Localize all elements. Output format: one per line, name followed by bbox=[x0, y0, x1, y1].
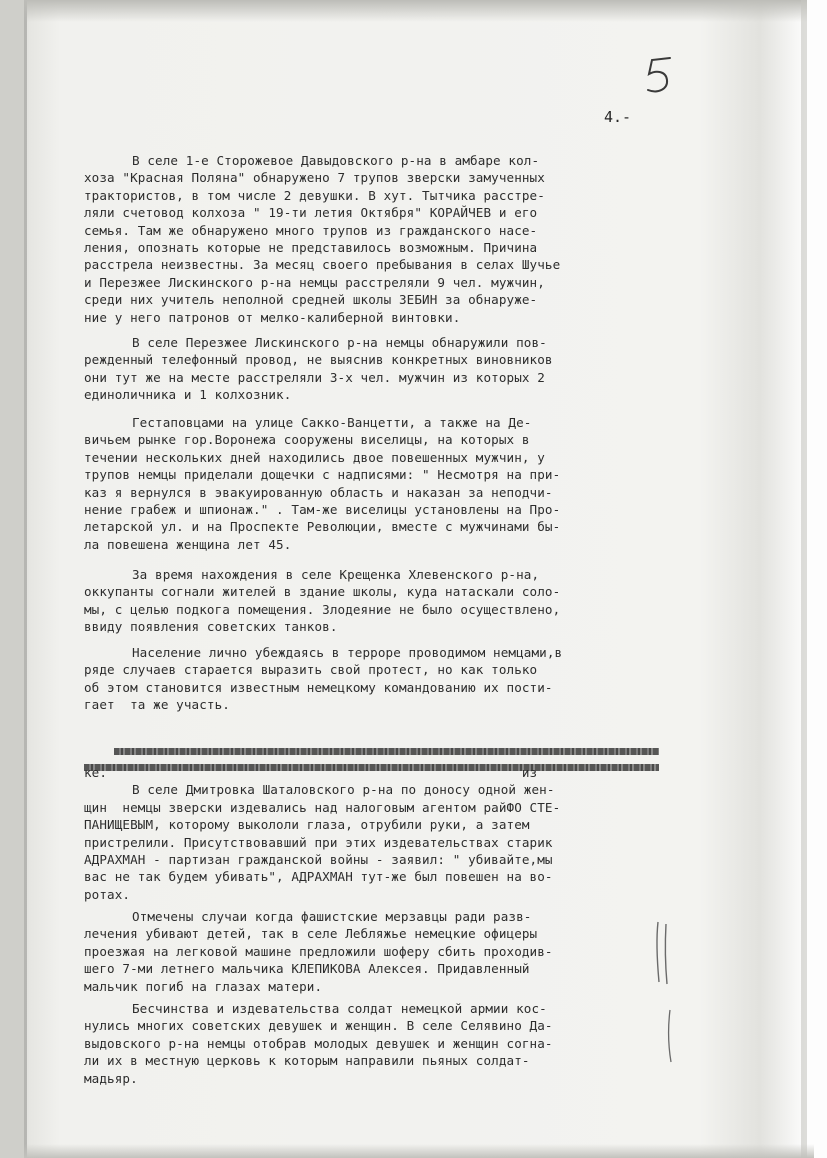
page-number: 4.- bbox=[604, 108, 632, 126]
text-line: трактористов, в том числе 2 девушки. В хут. Тытчика расстре- bbox=[84, 187, 545, 203]
strikethrough-bar bbox=[114, 748, 659, 755]
text-line: Отмечены случаи когда фашистские мерзавцы ради разв- bbox=[132, 909, 532, 924]
text-line: ления, опознать которые не представилось возможным. Причина bbox=[84, 240, 538, 256]
top-shadow bbox=[24, 0, 814, 22]
text-line: вас не так будем убивать", АДРАХМАН тут-же был повешен на во- bbox=[84, 869, 553, 885]
paragraph-7 bbox=[84, 908, 664, 995]
text-line: выдовского р-на немцы отобрав молодых девушек и женщин согна- bbox=[84, 1035, 553, 1051]
text-line: они тут же на месте расстреляли 3-х чел. мужчин из которых 2 bbox=[84, 369, 545, 385]
text-line: вичьем рынке гор.Воронежа сооружены виселицы, на которых в bbox=[84, 432, 530, 448]
text-line: ли их в местную церковь к которым направили пьяных солдат- bbox=[84, 1053, 530, 1069]
paragraph-4 bbox=[84, 566, 664, 636]
text-line: ляли счетовод колхоза " 19-ти летия Октября" КОРАЙЧЕВ и его bbox=[84, 205, 538, 221]
text-line: ла повешена женщина лет 45. bbox=[84, 536, 292, 552]
binding-edge bbox=[0, 0, 24, 1158]
text-line: гает та же участь. bbox=[84, 697, 230, 713]
text-line: семья. Там же обнаружено много трупов из гражданского насе- bbox=[84, 222, 538, 238]
text-line: мадьяр. bbox=[84, 1070, 138, 1086]
text-line: ряде случаев старается выразить свой протест, но как только bbox=[84, 662, 538, 678]
text-line: нение грабеж и шпионаж." . Там-же виселицы установлены на Про- bbox=[84, 502, 561, 518]
text-line: и Перезжее Лискинского р-на немцы расстреляли 9 чел. мужчин, bbox=[84, 274, 545, 290]
text-line: ние у него патронов от мелко-калиберной винтовки. bbox=[84, 309, 461, 325]
text-line: АДРАХМАН - партизан гражданской войны - заявил: " убивайте,мы bbox=[84, 852, 553, 868]
paragraph-1 bbox=[84, 152, 664, 326]
paragraph-5 bbox=[84, 644, 664, 714]
text-line: расстрела неизвестны. За месяц своего пребывания в селах Шучье bbox=[84, 257, 561, 273]
text-line: мы, с целью подкога помещения. Злодеяние не было осуществлено, bbox=[84, 601, 561, 617]
binding-edge-line bbox=[24, 0, 27, 1158]
text-line: каз я вернулся в эвакуированную область и наказан за неподчи- bbox=[84, 484, 553, 500]
text-line: За время нахождения в селе Крещенка Хлевенского р-на, bbox=[132, 567, 540, 582]
text-line: проезжая на легковой машине предложили шоферу сбить проходив- bbox=[84, 943, 553, 959]
text-line: хоза "Красная Поляна" обнаружено 7 трупов зверски замученных bbox=[84, 170, 545, 186]
margin-pencil-mark bbox=[662, 1008, 678, 1064]
text-line: течении нескольких дней находились двое повешенных мужчин, у bbox=[84, 449, 545, 465]
margin-pencil-mark bbox=[652, 920, 676, 986]
text-line: пристрелили. Присутствовавший при этих издевательствах старик bbox=[84, 834, 553, 850]
text-line: ке. из bbox=[84, 765, 538, 780]
text-line: Население лично убеждаясь в терроре проводимом немцами,в bbox=[132, 645, 563, 660]
text-line: ввиду появления советских танков. bbox=[84, 619, 338, 635]
text-line: В селе 1-е Сторожевое Давыдовского р-на в амбаре кол- bbox=[132, 153, 540, 168]
text-line: В селе Дмитровка Шаталовского р-на по доносу одной жен- bbox=[132, 782, 555, 798]
text-line: режденный телефонный провод, не выяснив конкретных виновников bbox=[84, 352, 553, 368]
text-line: мальчик погиб на глазах матери. bbox=[84, 978, 323, 994]
text-line: летарской ул. и на Проспекте Революции, вместе с мужчинами бы- bbox=[84, 519, 561, 535]
text-line: шего 7-ми летнего мальчика КЛЕПИКОВА Алексея. Придавленный bbox=[84, 961, 530, 977]
text-line: ПАНИЩЕВЫМ, которому выкололи глаза, отрубили руки, а затем bbox=[84, 817, 530, 833]
text-line: нулись многих советских девушек и женщин. В селе Селявино Да- bbox=[84, 1018, 553, 1034]
text-line: об этом становится известным немецкому командованию их пости- bbox=[84, 679, 553, 695]
text-line: лечения убивают детей, так в селе Лебляжье немецкие офицеры bbox=[84, 926, 538, 942]
right-margin-strip bbox=[807, 0, 827, 1158]
text-line: В селе Перезжее Лискинского р-на немцы обнаружили пов- bbox=[132, 335, 547, 350]
bottom-shadow bbox=[24, 1144, 814, 1158]
text-line: трупов немцы приделали дощечки с надписями: " Несмотря на при- bbox=[84, 467, 561, 483]
text-line: оккупанты согнали жителей в здание школы, куда натаскали соло- bbox=[84, 584, 561, 600]
text-line: среди них учитель неполной средней школы ЗЕБИН за обнаруже- bbox=[84, 292, 538, 308]
text-line: щин немцы зверски издевались над налоговым агентом райФО СТЕ- bbox=[84, 799, 561, 815]
text-line: ротах. bbox=[84, 886, 131, 902]
handwritten-folio-number bbox=[640, 54, 680, 98]
paragraph-8 bbox=[84, 1000, 664, 1087]
text-line: единоличника и 1 колхозник. bbox=[84, 387, 292, 403]
paragraph-6 bbox=[84, 764, 664, 903]
text-line: Бесчинства и издевательства солдат немецкой армии кос- bbox=[132, 1001, 547, 1016]
text-line: Гестаповцами на улице Сакко-Ванцетти, а также на Де- bbox=[132, 415, 532, 430]
paragraph-3 bbox=[84, 414, 664, 553]
paragraph-2 bbox=[84, 334, 664, 404]
